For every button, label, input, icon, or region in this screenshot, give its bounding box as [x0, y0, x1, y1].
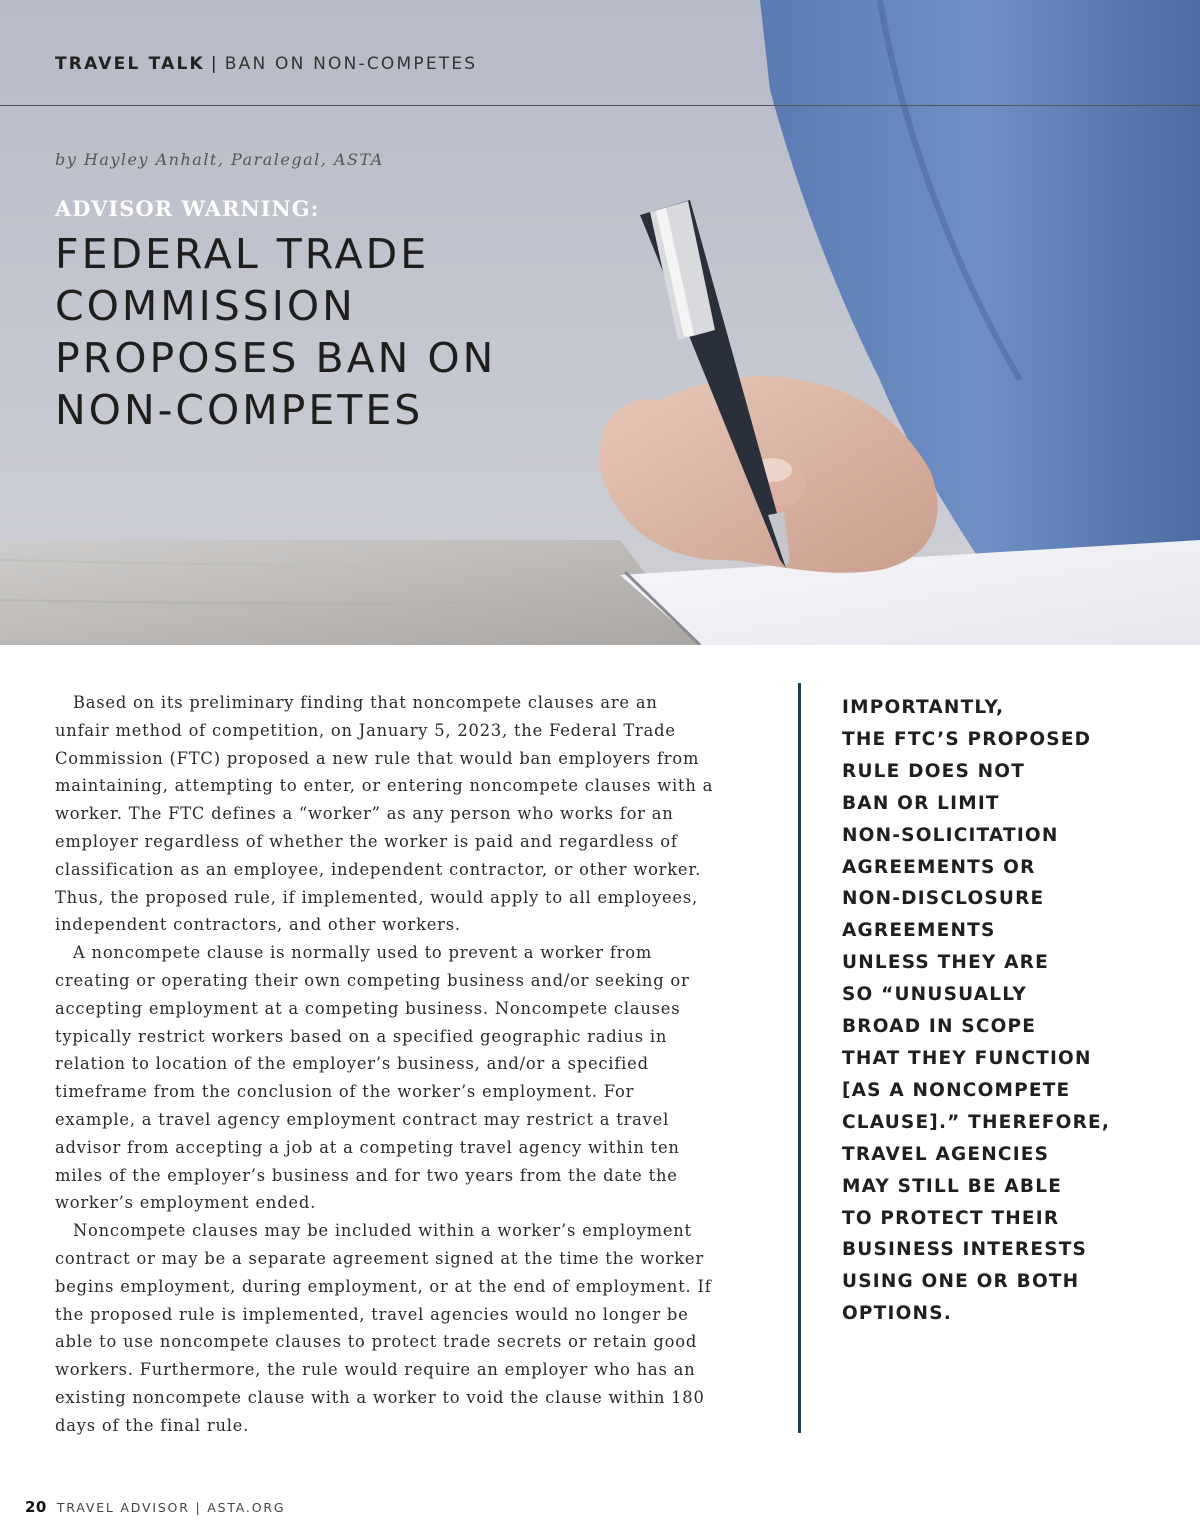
pull-quote-line: IMPORTANTLY, — [842, 697, 1005, 718]
pull-quote-line: CLAUSE].” THEREFORE, — [842, 1111, 1111, 1133]
section-topic: BAN ON NON-COMPETES — [224, 54, 478, 74]
pull-quote — [842, 692, 1142, 1330]
pull-quote-line: RULE DOES NOT — [842, 760, 1026, 782]
pull-quote-line: [AS A NONCOMPETE — [842, 1079, 1071, 1101]
pull-quote-line: USING ONE OR BOTH — [842, 1271, 1080, 1293]
pull-quote-line: NON-DISCLOSURE — [842, 888, 1045, 910]
article-title: FEDERAL TRADE COMMISSION PROPOSES BAN ON NON-COMPETES — [55, 230, 497, 434]
pull-quote-line: SO “UNUSUALLY — [842, 984, 1027, 1006]
body-paragraph: Noncompete clauses may be included within a worker’s employment contract or may be a separate agreement signed at the time the worker begins employment, during employment, or at the end of employment. If the proposed rule is implemented, travel agencies would no longer be able to use noncompete clauses to protect trade secrets or retain good workers. Furthermore, the rule would require an employer who has an existing noncompete clause with a worker to void the clause within 180 days of the final rule. — [55, 1221, 712, 1435]
pull-quote-line: OPTIONS. — [842, 1303, 952, 1325]
pull-quote-line: THAT THEY FUNCTION — [842, 1047, 1092, 1069]
pull-quote-line: TRAVEL AGENCIES — [842, 1143, 1050, 1165]
pull-quote-rule — [798, 683, 801, 1433]
body-paragraph: Based on its preliminary finding that noncompete clauses are an unfair method of competition, on January 5, 2023, the Federal Trade Commission (FTC) proposed a new rule that would ban employers from maintaining, attempting to enter, or entering noncompete clauses with a worker. The FTC defines a “worker” as any person who works for an employer regardless of whether the worker is paid and regardless of classification as an employee, independent contractor, or other worker. Thus, the proposed rule, if implemented, would apply to all employees, independent contractors, and other workers. — [55, 693, 714, 935]
header-divider — [0, 105, 1200, 106]
pull-quote-line: AGREEMENTS — [842, 920, 996, 942]
publication-name: TRAVEL ADVISOR | ASTA.ORG — [56, 1500, 286, 1515]
pull-quote-line: UNLESS THEY ARE — [842, 952, 1049, 974]
pull-quote-line: AGREEMENTS OR — [842, 856, 1036, 878]
pull-quote-line: MAY STILL BE ABLE — [842, 1175, 1063, 1197]
pull-quote-line: BROAD IN SCOPE — [842, 1016, 1037, 1038]
page-number: 20 — [25, 1498, 47, 1516]
section-header — [55, 54, 477, 74]
pull-quote-line: BUSINESS INTERESTS — [842, 1239, 1088, 1261]
hero-photo-banner — [0, 0, 1200, 645]
header-separator: | — [210, 54, 219, 74]
section-kicker: TRAVEL TALK — [55, 54, 205, 74]
article-overline: ADVISOR WARNING: — [55, 196, 320, 221]
article-byline: by Hayley Anhalt, Paralegal, ASTA — [55, 150, 384, 169]
pull-quote-line: THE FTC’S PROPOSED — [842, 728, 1092, 750]
pull-quote-line: TO PROTECT THEIR — [842, 1207, 1060, 1229]
pull-quote-line: BAN OR LIMIT — [842, 792, 1000, 814]
body-paragraph: A noncompete clause is normally used to prevent a worker from creating or operating their own competing business and/or seeking or accepting employment at a competing business. Noncompete clauses typically restrict workers based on a specified geographic radius in relation to location of the employer’s business, and/or a specified timeframe from the conclusion of the worker’s employment. For example, a travel agency employment contract may restrict a travel advisor from accepting a job at a competing travel agency within ten miles of the employer’s business and for two years from the date the worker’s employment ended. — [55, 943, 690, 1213]
article-body — [55, 689, 715, 1440]
page-footer — [25, 1498, 285, 1516]
pull-quote-line: NON-SOLICITATION — [842, 824, 1059, 846]
